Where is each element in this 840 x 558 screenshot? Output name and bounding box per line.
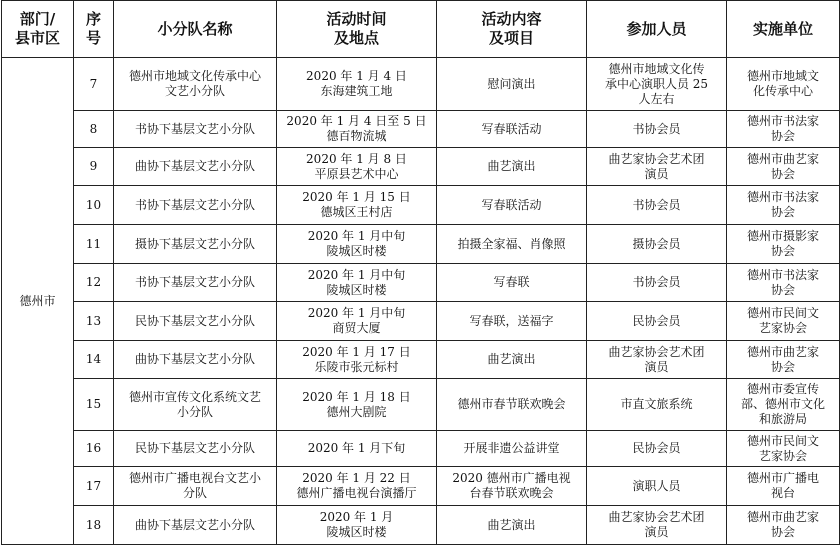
unit-cell: 德州市地域文 化传承中心 — [727, 58, 840, 111]
table-row — [2, 341, 840, 379]
seq-cell: 18 — [74, 506, 114, 545]
content-cell: 曲艺演出 — [437, 506, 587, 545]
time-cell: 2020 年 1 月 8 日 平原县艺术中心 — [277, 148, 437, 186]
people-cell: 曲艺家协会艺术团 演员 — [587, 506, 727, 545]
time-cell: 2020 年 1 月 4 日至 5 日 德百物流城 — [277, 111, 437, 148]
header-time: 活动时间 及地点 — [277, 1, 437, 58]
seq-cell: 11 — [74, 225, 114, 264]
unit-cell: 德州市书法家 协会 — [727, 186, 840, 225]
activity-table — [1, 0, 840, 545]
people-cell: 演职人员 — [587, 467, 727, 506]
team-cell: 德州市广播电视台文艺小 分队 — [114, 467, 277, 506]
seq-cell: 17 — [74, 467, 114, 506]
seq-cell: 9 — [74, 148, 114, 186]
unit-cell: 德州市书法家 协会 — [727, 264, 840, 302]
header-dept: 部门/ 县市区 — [2, 1, 74, 58]
table-body — [2, 58, 840, 545]
table-row — [2, 264, 840, 302]
table-row — [2, 467, 840, 506]
header-people: 参加人员 — [587, 1, 727, 58]
people-cell: 曲艺家协会艺术团 演员 — [587, 148, 727, 186]
time-cell: 2020 年 1 月 18 日 德州大剧院 — [277, 379, 437, 431]
unit-cell: 德州市民间文 艺家协会 — [727, 302, 840, 341]
content-cell: 写春联活动 — [437, 111, 587, 148]
people-cell: 德州市地域文化传 承中心演职人员 25 人左右 — [587, 58, 727, 111]
unit-cell: 德州市民间文 艺家协会 — [727, 431, 840, 467]
team-cell: 摄协下基层文艺小分队 — [114, 225, 277, 264]
table-row — [2, 302, 840, 341]
seq-cell: 10 — [74, 186, 114, 225]
time-cell: 2020 年 1 月 15 日 德城区王村店 — [277, 186, 437, 225]
team-cell: 书协下基层文艺小分队 — [114, 111, 277, 148]
people-cell: 摄协会员 — [587, 225, 727, 264]
header-row — [2, 1, 840, 58]
table-row — [2, 225, 840, 264]
people-cell: 曲艺家协会艺术团 演员 — [587, 341, 727, 379]
unit-cell: 德州市委宣传 部、德州市文化 和旅游局 — [727, 379, 840, 431]
table-row — [2, 186, 840, 225]
content-cell: 写春联 — [437, 264, 587, 302]
content-cell: 慰问演出 — [437, 58, 587, 111]
content-cell: 曲艺演出 — [437, 148, 587, 186]
unit-cell: 德州市广播电 视台 — [727, 467, 840, 506]
time-cell: 2020 年 1 月 陵城区时楼 — [277, 506, 437, 545]
team-cell: 民协下基层文艺小分队 — [114, 302, 277, 341]
unit-cell: 德州市曲艺家 协会 — [727, 506, 840, 545]
content-cell: 写春联活动 — [437, 186, 587, 225]
time-cell: 2020 年 1 月 22 日 德州广播电视台演播厅 — [277, 467, 437, 506]
content-cell: 德州市春节联欢晚会 — [437, 379, 587, 431]
time-cell: 2020 年 1 月中旬 陵城区时楼 — [277, 264, 437, 302]
people-cell: 书协会员 — [587, 111, 727, 148]
team-cell: 书协下基层文艺小分队 — [114, 264, 277, 302]
time-cell: 2020 年 1 月中旬 陵城区时楼 — [277, 225, 437, 264]
time-cell: 2020 年 1 月 4 日 东海建筑工地 — [277, 58, 437, 111]
team-cell: 曲协下基层文艺小分队 — [114, 148, 277, 186]
seq-cell: 12 — [74, 264, 114, 302]
seq-cell: 14 — [74, 341, 114, 379]
content-cell: 写春联，送福字 — [437, 302, 587, 341]
table-row — [2, 148, 840, 186]
unit-cell: 德州市书法家 协会 — [727, 111, 840, 148]
unit-cell: 德州市曲艺家 协会 — [727, 148, 840, 186]
people-cell: 民协会员 — [587, 302, 727, 341]
people-cell: 民协会员 — [587, 431, 727, 467]
people-cell: 书协会员 — [587, 264, 727, 302]
time-cell: 2020 年 1 月 17 日 乐陵市张元标村 — [277, 341, 437, 379]
unit-cell: 德州市曲艺家 协会 — [727, 341, 840, 379]
header-unit: 实施单位 — [727, 1, 840, 58]
seq-cell: 13 — [74, 302, 114, 341]
team-cell: 曲协下基层文艺小分队 — [114, 341, 277, 379]
table-row — [2, 379, 840, 431]
dept-cell: 德州市 — [2, 58, 74, 545]
table-row — [2, 111, 840, 148]
people-cell: 书协会员 — [587, 186, 727, 225]
unit-cell: 德州市摄影家 协会 — [727, 225, 840, 264]
header-content: 活动内容 及项目 — [437, 1, 587, 58]
table-row — [2, 431, 840, 467]
header-seq: 序 号 — [74, 1, 114, 58]
people-cell: 市直文旅系统 — [587, 379, 727, 431]
seq-cell: 8 — [74, 111, 114, 148]
team-cell: 民协下基层文艺小分队 — [114, 431, 277, 467]
seq-cell: 15 — [74, 379, 114, 431]
header-team: 小分队名称 — [114, 1, 277, 58]
table-row — [2, 58, 840, 111]
content-cell: 开展非遗公益讲堂 — [437, 431, 587, 467]
content-cell: 2020 德州市广播电视 台春节联欢晚会 — [437, 467, 587, 506]
team-cell: 德州市宣传文化系统文艺 小分队 — [114, 379, 277, 431]
seq-cell: 7 — [74, 58, 114, 111]
team-cell: 曲协下基层文艺小分队 — [114, 506, 277, 545]
time-cell: 2020 年 1 月下旬 — [277, 431, 437, 467]
team-cell: 书协下基层文艺小分队 — [114, 186, 277, 225]
seq-cell: 16 — [74, 431, 114, 467]
time-cell: 2020 年 1 月中旬 商贸大厦 — [277, 302, 437, 341]
content-cell: 拍摄全家福、肖像照 — [437, 225, 587, 264]
team-cell: 德州市地域文化传承中心 文艺小分队 — [114, 58, 277, 111]
content-cell: 曲艺演出 — [437, 341, 587, 379]
table-row — [2, 506, 840, 545]
